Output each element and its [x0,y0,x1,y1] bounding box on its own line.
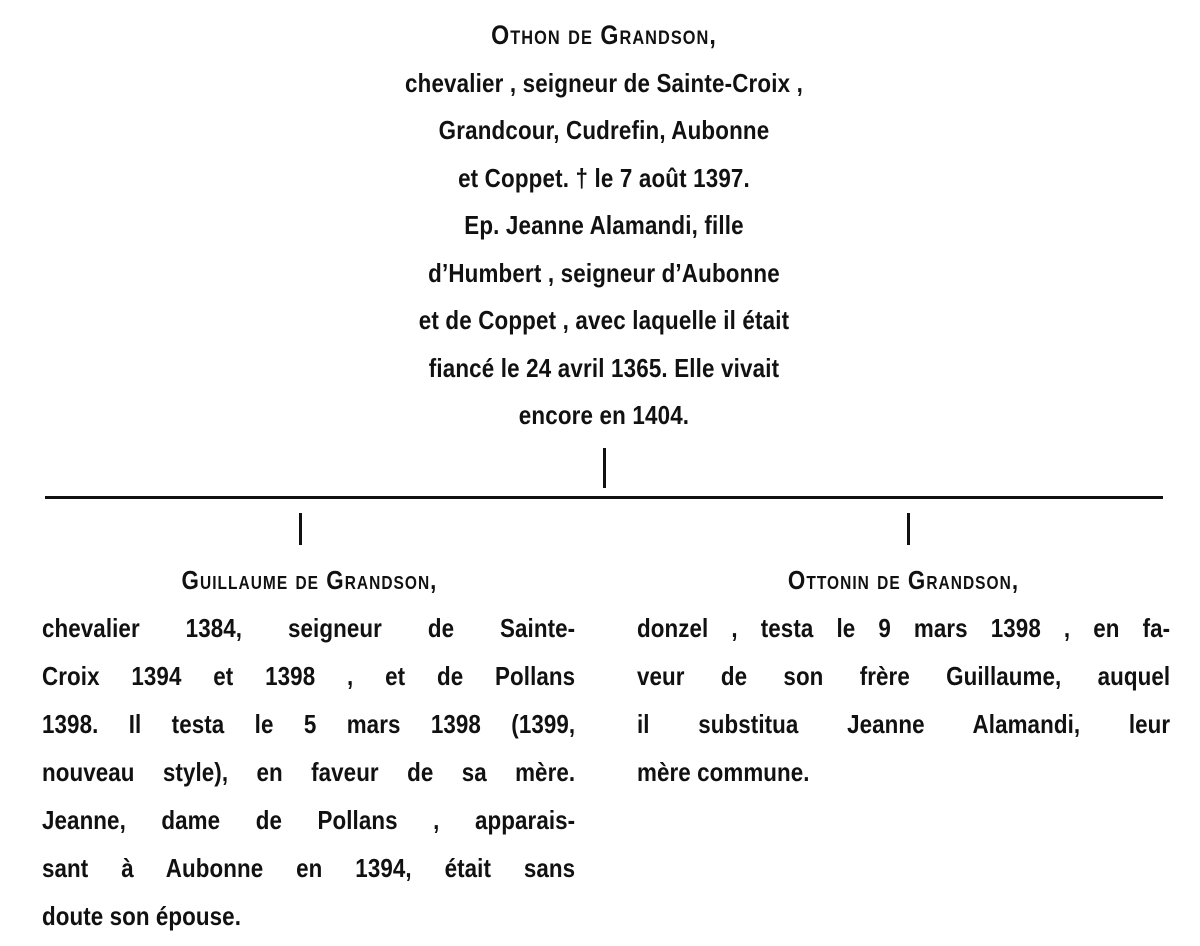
child-line: donzel , testa le 9 mars 1398 , en fa- [637,613,1171,643]
child-name: Ottonin de Grandson, [787,565,1020,595]
child-line: 1398. Il testa le 5 mars 1398 (1399, [42,709,576,739]
sibling-bar [45,496,1163,499]
ancestor-line: d’Humbert , seigneur d’Aubonne [428,257,780,288]
ancestor-line: encore en 1404. [518,400,690,430]
child-line: sant à Aubonne en 1394, était sans [42,853,576,883]
child-line: Croix 1394 et 1398 , et de Pollans [42,661,576,691]
child-name: Guillaume de Grandson, [181,565,438,595]
child-line: Jeanne, dame de Pollans , apparais- [42,805,576,835]
ancestor-name: Othon de Grandson, [491,20,717,50]
descent-line-left [299,513,302,545]
ancestor-line: chevalier , seigneur de Sainte-Croix , [405,67,803,98]
child-line: mère commune. [637,757,810,787]
ancestor-line: et de Coppet , avec laquelle il était [418,305,790,335]
ancestor-line: Grandcour, Cudrefin, Aubonne [438,115,770,145]
ancestor-line: fiancé le 24 avril 1365. Elle vivait [428,352,780,383]
descent-line-right [907,513,910,545]
child-line: chevalier 1384, seigneur de Sainte- [42,613,576,643]
ancestor-line: Ep. Jeanne Alamandi, fille [464,210,744,240]
ancestor-line: et Coppet. † le 7 août 1397. [458,162,750,193]
child-line: doute son épouse. [42,901,241,931]
child-entry-guillaume [42,556,577,940]
ancestor-entry [304,12,904,440]
child-line: veur de son frère Guillaume, auquel [637,661,1171,691]
child-line: nouveau style), en faveur de sa mère. [42,757,576,787]
child-entry-ottonin [637,556,1170,796]
child-line: il substitua Jeanne Alamandi, leur [637,709,1171,739]
descent-line-main [603,448,606,488]
